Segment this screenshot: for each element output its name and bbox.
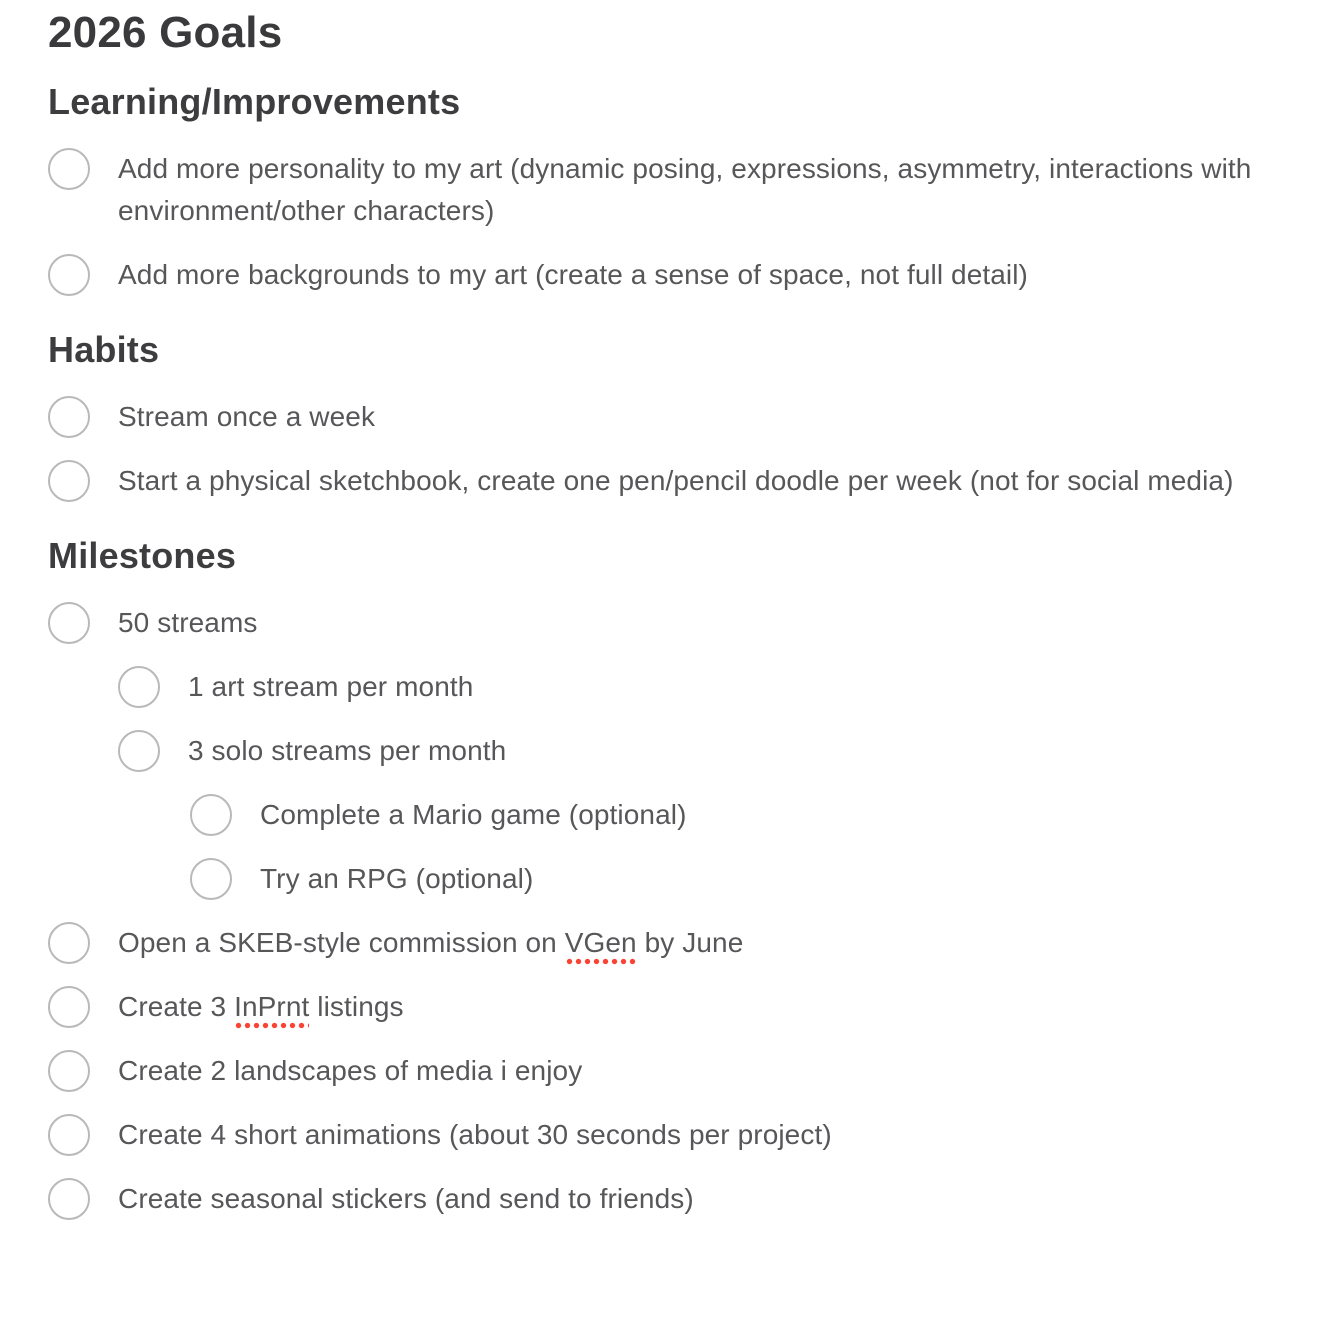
- checklist-item: [48, 460, 1262, 502]
- checklist-item-text: Create 4 short animations (about 30 seconds per project): [118, 1119, 832, 1150]
- checklist-item: [48, 1178, 1262, 1220]
- checklist-item: [48, 986, 1262, 1028]
- checkbox-circle-icon[interactable]: [48, 922, 90, 964]
- checklist-item: [48, 602, 1262, 644]
- checkbox-circle-icon[interactable]: [48, 1050, 90, 1092]
- note-title: 2026 Goals: [48, 8, 283, 57]
- checklist-item: [48, 148, 1262, 232]
- checklist-item: [48, 396, 1262, 438]
- checklist-item-nested-2: [190, 858, 1262, 900]
- checkbox-circle-icon[interactable]: [118, 730, 160, 772]
- text-segment: by June: [636, 927, 744, 958]
- checklist-item-text: Add more backgrounds to my art (create a sense of space, not full detail): [118, 259, 1028, 290]
- checklist-item-text: [118, 922, 743, 964]
- checklist-item-text: Start a physical sketchbook, create one pen/pencil doodle per week (not for social media): [118, 465, 1234, 496]
- checkbox-circle-icon[interactable]: [48, 460, 90, 502]
- checklist-item-nested: [118, 730, 1262, 772]
- checklist-item-text: Complete a Mario game (optional): [260, 799, 687, 830]
- checklist-item-text: 3 solo streams per month: [188, 735, 507, 766]
- checkbox-circle-icon[interactable]: [48, 254, 90, 296]
- checklist-item: [48, 1114, 1262, 1156]
- checkbox-circle-icon[interactable]: [48, 986, 90, 1028]
- checklist-item-text: Create seasonal stickers (and send to friends): [118, 1183, 694, 1214]
- checklist-item: [48, 254, 1262, 296]
- text-segment: Open a SKEB-style commission on: [118, 927, 565, 958]
- text-segment: Create 3: [118, 991, 235, 1022]
- checklist-item-nested: [118, 666, 1262, 708]
- checkbox-circle-icon[interactable]: [190, 858, 232, 900]
- checkbox-circle-icon[interactable]: [48, 1114, 90, 1156]
- misspelled-word: VGen: [565, 927, 637, 965]
- checklist-item: [48, 1050, 1262, 1092]
- checkbox-circle-icon[interactable]: [118, 666, 160, 708]
- checklist-item-text: Stream once a week: [118, 401, 376, 432]
- checklist-item-text: Try an RPG (optional): [260, 863, 534, 894]
- checklist-item-nested-2: [190, 794, 1262, 836]
- checklist-item: [48, 922, 1262, 964]
- text-segment: listings: [309, 991, 404, 1022]
- checkbox-circle-icon[interactable]: [190, 794, 232, 836]
- checklist-item-text: Create 2 landscapes of media i enjoy: [118, 1055, 583, 1086]
- checklist-item-text: [118, 986, 404, 1028]
- checkbox-circle-icon[interactable]: [48, 396, 90, 438]
- checklist-item-text: Add more personality to my art (dynamic posing, expressions, asymmetry, interactions with environment/other characters): [118, 153, 1252, 226]
- section-heading-learning-improvements: Learning/Improvements: [48, 81, 461, 122]
- checkbox-circle-icon[interactable]: [48, 1178, 90, 1220]
- checkbox-circle-icon[interactable]: [48, 602, 90, 644]
- section-heading-habits: Habits: [48, 329, 160, 370]
- section-heading-milestones: Milestones: [48, 535, 237, 576]
- checklist-item-text: 50 streams: [118, 607, 258, 638]
- checklist-item-text: 1 art stream per month: [188, 671, 474, 702]
- checkbox-circle-icon[interactable]: [48, 148, 90, 190]
- misspelled-word: InPrnt: [234, 991, 309, 1029]
